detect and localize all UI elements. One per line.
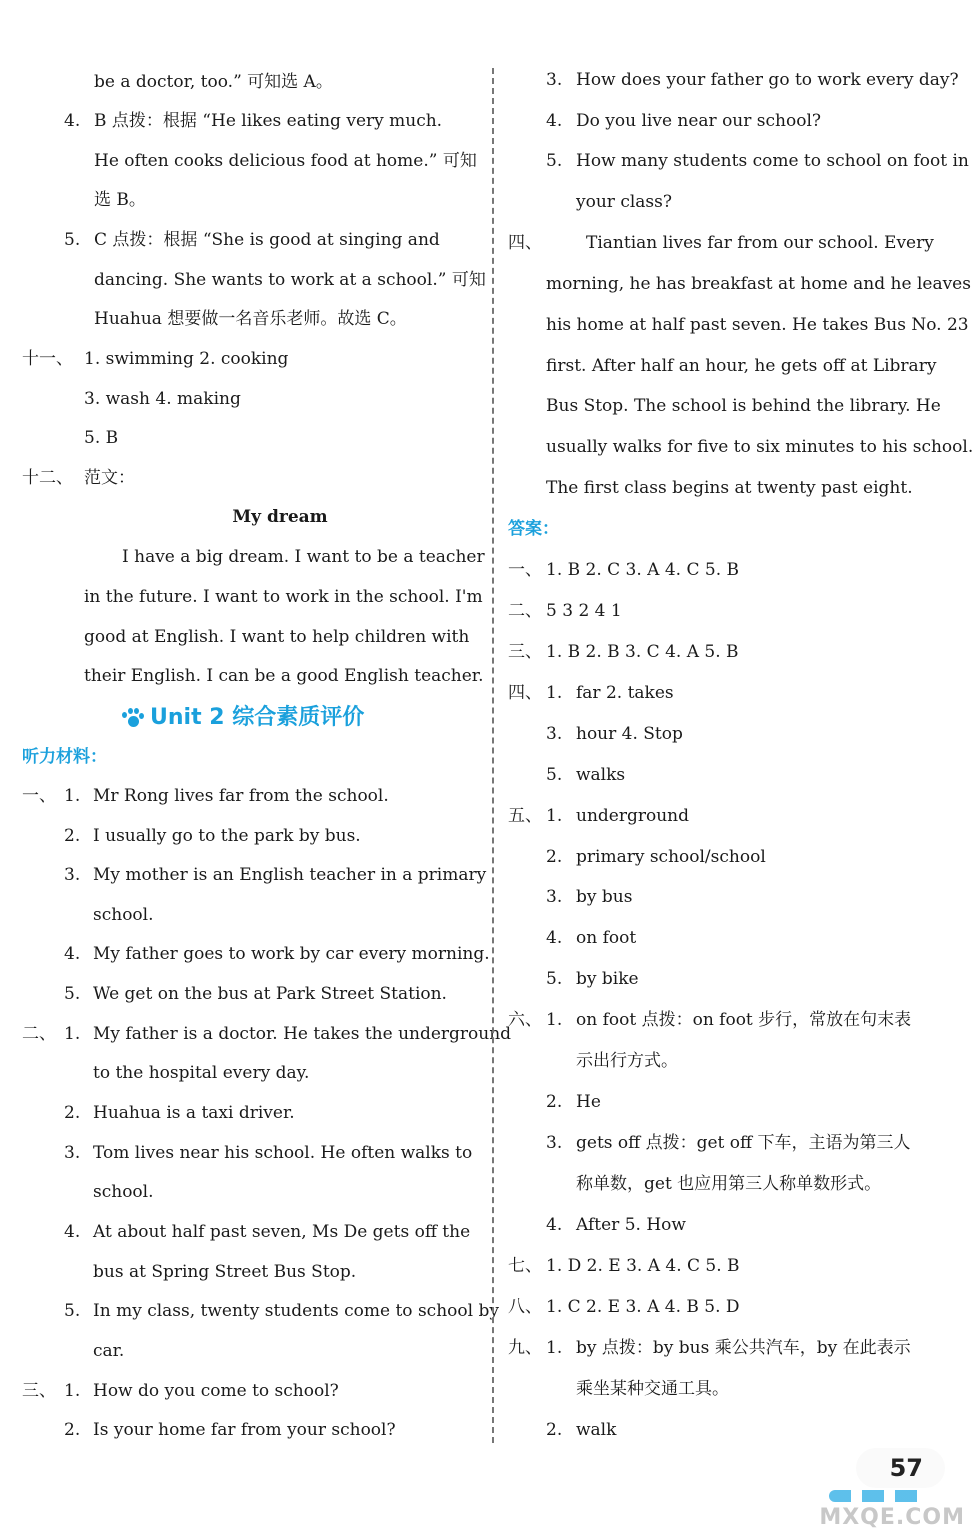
text-line: 5. B — [84, 428, 119, 448]
answer-line: 2. primary school/school — [546, 847, 766, 867]
text-line: 3. Tom lives near his school. He often walks to — [64, 1143, 473, 1163]
essay-line: in the future. I want to work in the school. I'm — [84, 587, 483, 607]
text-line: The first class begins at twenty past eight. — [546, 478, 913, 498]
column-divider — [492, 68, 494, 1443]
text-line: school. — [93, 1182, 154, 1202]
text-line: 5. C 点拨：根据 “She is good at singing and — [64, 230, 440, 250]
section-line: 四、 Tiantian lives far from our school. Every — [508, 233, 934, 253]
text-line: 二、 1. My father is a doctor. He takes the underground — [22, 1024, 512, 1044]
answer-line: 4. After 5. How — [546, 1215, 686, 1235]
text-line: your class? — [576, 192, 672, 212]
essay-line: I have a big dream. I want to be a teacher — [122, 547, 485, 567]
answer-line: 八、 1. C 2. E 3. A 4. B 5. D — [508, 1297, 740, 1317]
answer-line: 五、 1. underground — [508, 806, 689, 826]
text-line: Bus Stop. The school is behind the library. He — [546, 396, 941, 416]
page-number: 57 — [856, 1448, 945, 1488]
text-line: Huahua 想要做一名音乐老师。故选 C。 — [94, 309, 407, 329]
text-line: school. — [93, 905, 154, 925]
listening-heading: 听力材料： — [22, 747, 107, 767]
answer-line: 3. hour 4. Stop — [546, 724, 683, 744]
text-line: 选 B。 — [94, 190, 146, 210]
answer-line: 3. gets off 点拨：get off 下车，主语为第三人 — [546, 1133, 911, 1153]
essay-line: their English. I can be a good English teacher. — [84, 666, 484, 686]
answer-line: 二、 5 3 2 4 1 — [508, 601, 622, 621]
answer-line: 3. by bus — [546, 887, 633, 907]
answer-line: 称单数，get 也应用第三人称单数形式。 — [576, 1174, 882, 1194]
text-line: 5. In my class, twenty students come to school by — [64, 1301, 499, 1321]
text-line: bus at Spring Street Bus Stop. — [93, 1262, 357, 1282]
answer-line: 七、 1. D 2. E 3. A 4. C 5. B — [508, 1256, 740, 1276]
text-line: 5. We get on the bus at Park Street Station. — [64, 984, 447, 1004]
text-line: morning, he has breakfast at home and he leaves — [546, 274, 971, 294]
answer-line: 乘坐某种交通工具。 — [576, 1379, 729, 1399]
essay-title: My dream — [232, 507, 328, 527]
text-line: 三、 1. How do you come to school? — [22, 1381, 339, 1401]
text-line: He often cooks delicious food at home.” 可知 — [94, 151, 477, 171]
text-line: be a doctor, too.” 可知选 A。 — [94, 72, 333, 92]
answer-line: 2. He — [546, 1092, 601, 1112]
answer-line: 六、 1. on foot 点拨：on foot 步行，常放在句末表 — [508, 1010, 912, 1030]
answer-line: 2. walk — [546, 1420, 617, 1440]
text-line: car. — [93, 1341, 125, 1361]
answer-line: 四、 1. far 2. takes — [508, 683, 674, 703]
text-line: usually walks for five to six minutes to his school. — [546, 437, 973, 457]
text-line: 3. My mother is an English teacher in a primary — [64, 865, 487, 885]
answer-line: 示出行方式。 — [576, 1051, 678, 1071]
answer-line: 5. by bike — [546, 969, 639, 989]
text-line: 2. I usually go to the park by bus. — [64, 826, 361, 846]
answers-heading: 答案： — [508, 519, 559, 539]
answer-line: 三、 1. B 2. B 3. C 4. A 5. B — [508, 642, 739, 662]
text-line: 4. My father goes to work by car every morning. — [64, 944, 490, 964]
essay-line: good at English. I want to help children with — [84, 627, 470, 647]
paw-icon — [122, 708, 144, 728]
section-line: 十一、 1. swimming 2. cooking — [22, 349, 289, 369]
answer-line: 5. walks — [546, 765, 626, 785]
unit-title: Unit 2 综合素质评价 — [0, 698, 490, 738]
section-line: 十二、 范文： — [22, 468, 135, 488]
text-line: first. After half an hour, he gets off at Library — [546, 356, 937, 376]
text-line: 2. Is your home far from your school? — [64, 1420, 396, 1440]
text-line: 5. How many students come to school on foot in — [546, 151, 969, 171]
watermark-logo: MXQE.COM — [819, 1505, 965, 1530]
text-line: dancing. She wants to work at a school.” 可知 — [94, 270, 486, 290]
answer-line: 九、 1. by 点拨：by bus 乘公共汽车，by 在此表示 — [508, 1338, 911, 1358]
decorative-stars — [829, 1490, 939, 1502]
text-line: his home at half past seven. He takes Bus No. 23 — [546, 315, 969, 335]
text-line: 2. Huahua is a taxi driver. — [64, 1103, 295, 1123]
text-line: 3. How does your father go to work every day? — [546, 70, 959, 90]
text-line: 一、 1. Mr Rong lives far from the school. — [22, 786, 389, 806]
text-line: 4. Do you live near our school? — [546, 111, 822, 131]
text-line: 4. At about half past seven, Ms De gets off the — [64, 1222, 471, 1242]
answer-line: 一、 1. B 2. C 3. A 4. C 5. B — [508, 560, 740, 580]
text-line: 3. wash 4. making — [84, 389, 241, 409]
text-line: to the hospital every day. — [93, 1063, 310, 1083]
right-column — [498, 0, 973, 1536]
text-line: 4. B 点拨：根据 “He likes eating very much. — [64, 111, 443, 131]
answer-line: 4. on foot — [546, 928, 637, 948]
